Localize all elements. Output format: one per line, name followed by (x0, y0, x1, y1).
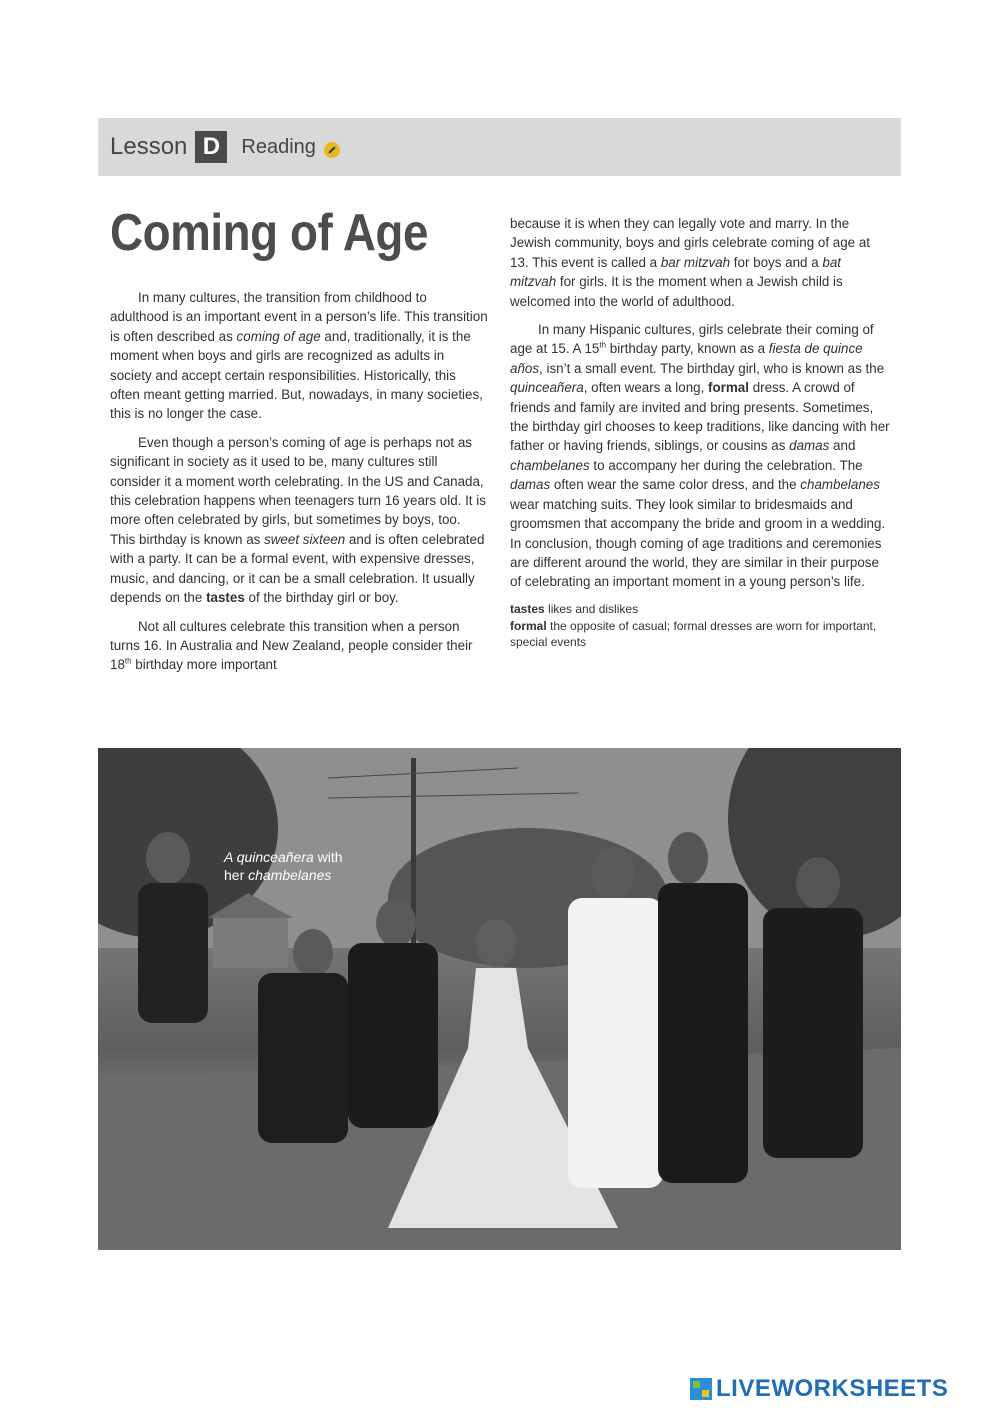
person-suit (658, 883, 748, 1183)
person-head (146, 832, 190, 884)
paragraph-4: In many Hispanic cultures, girls celebrate their coming of age at 15. A 15th birthday party, known as a fiesta de quince años, isn’t a small event. The birthday girl, who is known as the quinceañera, often wears a long, formal dress. A crowd of friends and family are invited and bring presents. Sometimes, the birthday girl chooses to keep traditions, like dancing with her father or having friends, siblings, or cousins as damas and chambelanes to accompany her during the celebration. The damas often wear the same color dress, and the chambelanes wear matching suits. They look similar to bridesmaids and groomsmen that accompany the bride and groom in a wedding. In conclusion, though coming of age traditions and ceremonies are different around the world, they are similar in their purpose of celebrating an important moment in a young person’s life. (510, 322, 890, 590)
glossary-item-formal: formal the opposite of casual; formal dresses are worn for important, special events (510, 618, 877, 649)
section-label: Reading (241, 135, 316, 158)
glossary (510, 601, 890, 650)
white-suit (568, 898, 663, 1188)
house (213, 918, 288, 968)
person-suit (258, 973, 348, 1143)
brand-watermark (690, 1375, 948, 1403)
lesson-label: Lesson (110, 133, 188, 160)
lesson-letter-badge: D (195, 131, 227, 163)
left-column (110, 288, 488, 684)
paragraph-2: Even though a person’s coming of age is perhaps not as significant in society as it used to be, many cultures still consider it a moment worth celebrating. In the US and Canada, this celebration happens when teenagers turn 16 years old. It is more often celebrated by girls, but sometimes by boys, too. This birthday is known as sweet sixteen and is often celebrated with a party. It can be a formal event, with expensive dresses, music, and dancing, or it can be a small celebration. It usually depends on the tastes of the birthday girl or boy. (110, 434, 486, 606)
person-head (668, 832, 708, 884)
liveworksheets-logo-icon (690, 1378, 712, 1400)
bride-head (476, 919, 516, 967)
paragraph-3: Not all cultures celebrate this transition when a person turns 16. In Australia and New Zealand, people consider their 18th birthday more important (110, 618, 473, 673)
glossary-item-tastes: tastes likes and dislikes (510, 601, 639, 616)
person-head (796, 857, 840, 909)
person-head (293, 929, 333, 977)
person-suit (348, 943, 438, 1128)
article-title: Coming of Age (110, 204, 428, 262)
person-head (376, 899, 416, 947)
photo-illustration (98, 748, 901, 1250)
right-column (510, 214, 890, 651)
paragraph-3-continued: because it is when they can legally vote and marry. In the Jewish community, boys and girls celebrate coming of age at 13. This event is called a bar mitzvah for boys and a bat mitzvah for girls. It is the moment when a Jewish child is welcomed into the world of adulthood. (510, 216, 870, 309)
photo-caption: A quinceañera with her chambelanes (224, 849, 343, 883)
person-suit (138, 883, 208, 1023)
pencil-icon (324, 142, 340, 158)
paragraph-1: In many cultures, the transition from childhood to adulthood is an important event in a person’s life. This transition is often described as coming of age and, traditionally, it is the moment when boys and girls are recognized as adults in society and accept certain responsibilities. Historically, this often meant getting married. But, nowadays, in many societies, this is no longer the case. (110, 290, 488, 422)
lesson-header-bar (98, 118, 901, 176)
person-suit (763, 908, 863, 1158)
brand-text: LIVEWORKSHEETS (716, 1375, 949, 1402)
person-head (591, 847, 635, 899)
quinceanera-photo (98, 748, 901, 1250)
